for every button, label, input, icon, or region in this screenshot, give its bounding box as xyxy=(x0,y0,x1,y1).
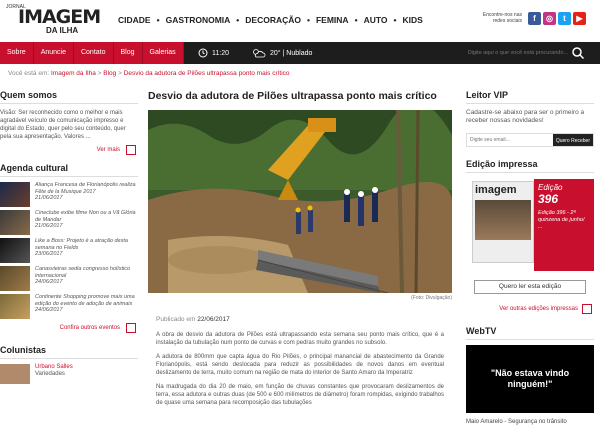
menu-blog[interactable]: Blog xyxy=(114,42,143,64)
nav-decoracao[interactable]: DECORAÇÃO xyxy=(245,15,301,25)
nav-kids[interactable]: KIDS xyxy=(402,15,423,25)
leitor-vip-title: Leitor VIP xyxy=(466,90,594,104)
agenda-text xyxy=(35,182,138,207)
breadcrumb-sep: > xyxy=(97,70,102,77)
external-link-icon xyxy=(126,145,136,155)
article-paragraph: A adutora de 800mm que capta água do Rio Pilões, o principal manancial de abastecimento da Grande Florianópolis, está sendo deslocada para reduzir as possibilidades de novos danos em eventual deslizamento de terra, muito comum na região de mata do interior de Santo Amaro da Imperatriz xyxy=(156,354,444,376)
clock xyxy=(198,42,229,64)
menu-galerias[interactable]: Galerias xyxy=(143,42,184,64)
menu-contato[interactable]: Contato xyxy=(74,42,114,64)
right-sidebar xyxy=(466,90,594,425)
agenda-item-date: 24/06/2017 xyxy=(35,307,63,313)
social-links xyxy=(528,12,586,25)
leitor-vip-text: Cadastre-se abaixo para ser o primeiro a receber nossas novidades! xyxy=(466,109,585,124)
quem-somos xyxy=(0,109,138,153)
article-paragraph: Na madrugada do dia 20 de maio, em função de chuvas constantes que provocaram deslizamentos de terra, essa adutora e outras duas (de 500 e 600 milímetros de diâmetro) foram rompidas, exigindo trabalhos de quase uma semana para recomposição das tubulações xyxy=(156,384,444,406)
agenda-item-title: Canasvieiras sedia congresso holístico internacional xyxy=(35,266,131,279)
webtv-video[interactable] xyxy=(466,345,594,413)
magazine-cover-image xyxy=(475,200,531,240)
instagram-icon[interactable]: ◎ xyxy=(543,12,556,25)
menu-sobre[interactable]: Sobre xyxy=(0,42,34,64)
newsletter-form xyxy=(466,133,594,147)
external-link-icon xyxy=(582,304,592,314)
webtv-video-text: "Não estava vindo xyxy=(490,368,570,378)
agenda-list xyxy=(0,182,138,331)
agenda-item[interactable] xyxy=(0,210,138,235)
webtv-video-text: ninguém!" xyxy=(507,379,553,389)
webtv-caption[interactable]: Maio Amarelo - Segurança no trânsito xyxy=(466,419,567,425)
agenda-text xyxy=(35,210,138,235)
magazine-cover xyxy=(472,181,534,263)
weather-text: 20° | Nublado xyxy=(270,49,313,57)
confira-eventos-link[interactable] xyxy=(0,325,138,331)
edicao-impressa[interactable] xyxy=(466,179,594,274)
article-body xyxy=(156,331,444,407)
nav-auto[interactable]: AUTO xyxy=(363,15,388,25)
youtube-icon[interactable]: ▶ xyxy=(573,12,586,25)
facebook-icon[interactable]: f xyxy=(528,12,541,25)
agenda-item[interactable] xyxy=(0,182,138,207)
agenda-text xyxy=(35,294,138,322)
photo-credit: (Foto: Divulgação) xyxy=(411,295,452,301)
quem-somos-text: Visão: Ser reconhecido como o melhor e mais agradável veículo de comunicação impresso e digital do Estado, quer pelo seu conteúdo, quer pela sua apresentação. Valores ... xyxy=(0,110,126,140)
edicao-title: Edição impressa xyxy=(466,159,594,173)
nav-separator: • xyxy=(156,15,160,25)
confira-eventos-label: Confira outros eventos xyxy=(59,325,120,331)
nav-separator: • xyxy=(354,15,358,25)
clock-time: 11:20 xyxy=(212,49,229,57)
left-sidebar xyxy=(0,90,138,384)
quem-somos-title: Quem somos xyxy=(0,90,138,104)
ver-mais-link[interactable] xyxy=(0,147,138,153)
nav-separator: • xyxy=(393,15,397,25)
colunista-avatar xyxy=(0,364,30,384)
nav-separator: • xyxy=(236,15,240,25)
colunistas-title: Colunistas xyxy=(0,345,138,359)
agenda-text xyxy=(35,266,138,291)
agenda-item[interactable] xyxy=(0,238,138,263)
agenda-item-title: Cineclube exibe filme Non ou a Vã Glória de Mandar xyxy=(35,210,136,223)
edicao-number: 396 xyxy=(538,192,559,206)
leitor-vip xyxy=(466,109,594,147)
colunista-name: Urbano Salles xyxy=(35,364,73,370)
search-icon[interactable] xyxy=(570,45,586,61)
cloud-sun-icon xyxy=(252,48,266,58)
breadcrumb-current[interactable]: Desvio da adutora de Pilões ultrapassa ponto mais crítico xyxy=(123,70,290,77)
agenda-item-date: 23/06/2017 xyxy=(35,251,63,257)
logo-jornal: JORNAL xyxy=(6,4,26,10)
breadcrumb-sep: > xyxy=(118,70,122,77)
article-photo-image xyxy=(148,110,452,293)
colunista-item[interactable] xyxy=(0,364,138,384)
subscribe-button[interactable]: Quero Receber xyxy=(553,134,593,146)
ver-mais-label: Ver mais xyxy=(96,147,120,153)
weather xyxy=(252,42,312,64)
clock-icon xyxy=(198,48,208,58)
agenda-thumb xyxy=(0,210,30,235)
breadcrumb-blog[interactable]: Blog xyxy=(103,70,117,77)
logo-imagem: IMAGEM xyxy=(18,6,101,28)
agenda-item-date: 21/06/2017 xyxy=(35,223,63,229)
edicao-desc: Edição 396 - 2ª quinzena de junho/ ... xyxy=(538,210,585,230)
logo-ilha: DA ILHA xyxy=(46,26,79,35)
agenda-text xyxy=(35,238,138,263)
breadcrumb-home[interactable]: Imagem da Ilha xyxy=(51,70,96,77)
published-line xyxy=(156,316,452,323)
site-logo[interactable] xyxy=(4,4,101,36)
article-paragraph: A obra de desvio da adutora de Pilões está ultrapassando esta semana seu ponto mais crítico, que é a instalação da tubulação num ponto de curvas e com pedras muito grandes no subsolo. xyxy=(156,332,444,346)
breadcrumb xyxy=(8,70,290,77)
external-link-icon xyxy=(126,323,136,333)
agenda-item-date: 24/06/2017 xyxy=(35,279,63,285)
article-photo xyxy=(148,110,452,293)
agenda-item-date: 21/06/2017 xyxy=(35,195,63,201)
article-title: Desvio da adutora de Pilões ultrapassa ponto mais crítico xyxy=(148,90,437,102)
category-nav xyxy=(118,15,423,25)
header xyxy=(0,0,600,40)
article xyxy=(148,90,452,413)
nav-cidade[interactable]: CIDADE xyxy=(118,15,151,25)
nav-gastronomia[interactable]: GASTRONOMIA xyxy=(165,15,231,25)
twitter-icon[interactable]: t xyxy=(558,12,571,25)
menu-anuncie[interactable]: Anuncie xyxy=(34,42,74,64)
breadcrumb-prefix: Você está em: xyxy=(8,70,50,77)
main-nav-bar xyxy=(0,42,600,64)
agenda-thumb xyxy=(0,238,30,263)
outras-edicoes-label: Ver outras edições impressas xyxy=(499,306,578,312)
nav-separator: • xyxy=(307,15,310,25)
agenda-item-title: Continente Shopping promove mais uma edição do evento de adoção de animais xyxy=(35,294,135,307)
edicao-label: Edição xyxy=(538,183,563,192)
colunista-sub: Variedades xyxy=(35,371,65,377)
main-menu xyxy=(0,42,184,64)
email-field[interactable] xyxy=(467,134,553,146)
search-input[interactable] xyxy=(410,47,568,59)
agenda-item-title: Like a Boss: Projeto é a atração desta semana no Fields xyxy=(35,238,128,251)
edicao-card xyxy=(534,179,594,271)
agenda-thumb xyxy=(0,266,30,291)
agenda-thumb xyxy=(0,182,30,207)
agenda-item[interactable] xyxy=(0,294,138,322)
webtv-title: WebTV xyxy=(466,326,594,340)
agenda-title: Agenda cultural xyxy=(0,163,138,177)
published-date: 22/06/2017 xyxy=(197,316,230,323)
magazine-cover-title: imagem xyxy=(475,184,517,196)
social-label: Encontre-nos nas redes sociais xyxy=(482,12,522,24)
published-label: Publicado em xyxy=(156,316,196,323)
agenda-thumb xyxy=(0,294,30,319)
outras-edicoes-link[interactable] xyxy=(466,306,594,312)
read-edition-button[interactable]: Quero ler esta edição xyxy=(474,280,586,294)
agenda-item[interactable] xyxy=(0,266,138,291)
nav-femina[interactable]: FEMINA xyxy=(315,15,349,25)
agenda-item-title: Aliança Francesa de Florianópolis realiza Fête de la Musique 2017 xyxy=(35,182,136,195)
colunista-text xyxy=(35,364,73,384)
